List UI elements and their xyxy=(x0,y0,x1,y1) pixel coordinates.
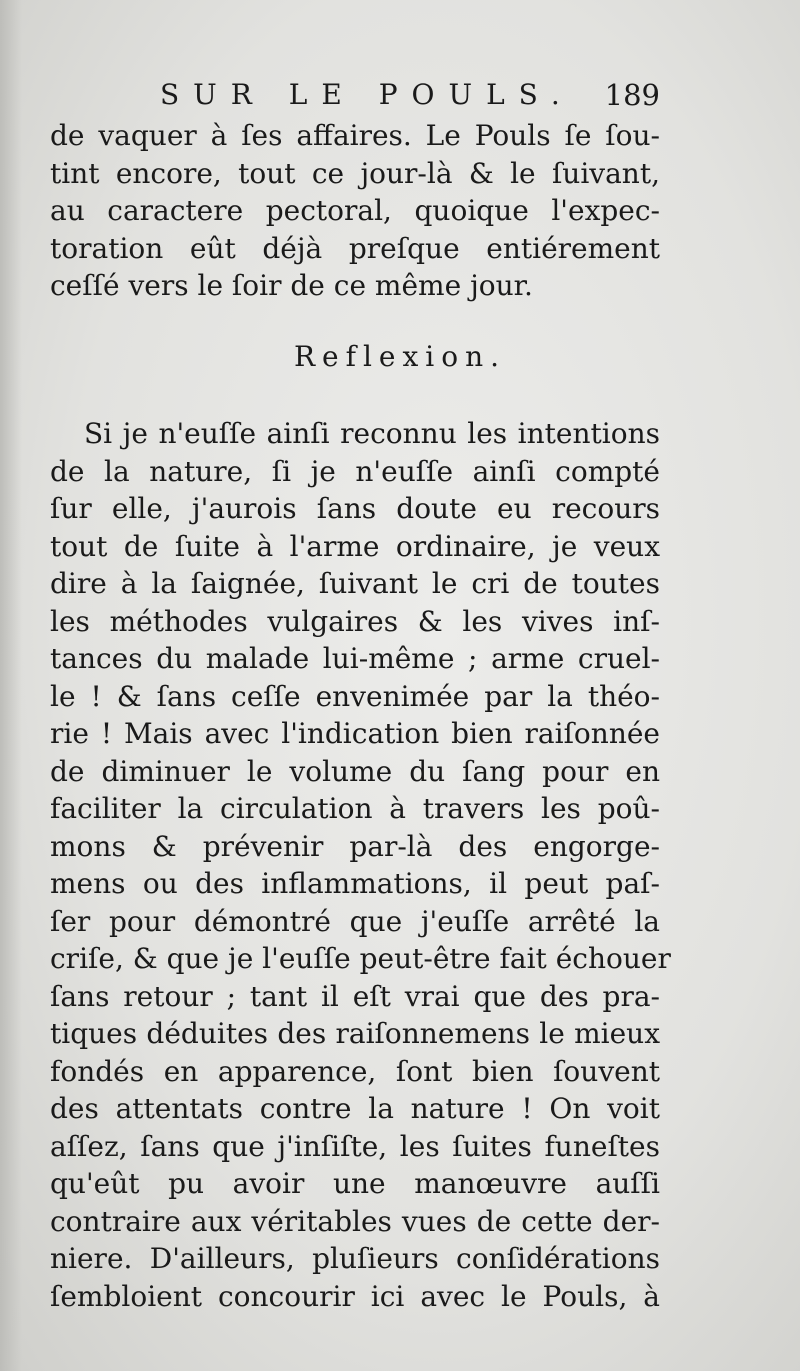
continuation-paragraph xyxy=(50,117,660,305)
text-line: ſer pour démontré que j'euſſe arrêté la xyxy=(50,904,660,938)
text-line: rie ! Mais avec l'indication bien raiſonnée xyxy=(50,717,660,750)
text-line: toration eût déjà preſque entiérement xyxy=(50,231,660,265)
text-line: aſſez, ſans que j'inſiſte, les ſuites funeſtes xyxy=(50,1129,660,1163)
text-line: des attentats contre la nature ! On voit xyxy=(50,1092,660,1125)
text-line: de diminuer le volume du ſang pour en xyxy=(50,754,660,788)
text-line: dire à la ſaignée, ſuivant le cri de toutes xyxy=(50,567,660,600)
text-line: ceſſé vers le ſoir de ce même jour. xyxy=(50,269,533,302)
text-line: de la nature, ſi je n'euſſe ainſi compté xyxy=(50,454,660,488)
text-line: tint encore, tout ce jour-là & le ſuivant, xyxy=(50,156,660,190)
text-line: le ! & ſans ceſſe envenimée par la théo- xyxy=(50,679,660,713)
text-line: niere. D'ailleurs, pluſieurs conſidérations xyxy=(50,1242,660,1275)
text-line: au caractere pectoral, quoique l'expec- xyxy=(50,194,660,227)
page-number: 189 xyxy=(604,78,660,112)
page-gutter-shadow xyxy=(0,0,22,1371)
text-line: les méthodes vulgaires & les vives inſ- xyxy=(50,604,660,638)
text-line: fondés en apparence, ſont bien ſouvent xyxy=(50,1054,660,1088)
text-line: tances du malade lui-même ; arme cruel- xyxy=(50,642,660,675)
text-line: tout de ſuite à l'arme ordinaire, je veux xyxy=(50,529,660,563)
text-line: ſur elle, j'aurois ſans doute eu recours xyxy=(50,492,660,525)
section-heading: Reflexion. xyxy=(293,340,507,373)
text-line: mens ou des inflammations, il peut paſ- xyxy=(50,867,660,900)
text-line: tiques déduites des raiſonnemens le mieux xyxy=(50,1017,660,1050)
text-line: qu'eût pu avoir une manœuvre auſſi xyxy=(50,1167,660,1200)
text-line: ſembloient concourir ici avec le Pouls, à xyxy=(50,1279,660,1313)
text-line: Si je n'euſſe ainſi reconnu les intentions xyxy=(84,417,660,450)
text-line: faciliter la circulation à travers les poû- xyxy=(50,792,660,825)
running-title: SUR LE POULS. xyxy=(160,78,574,111)
text-line: de vaquer à ſes affaires. Le Pouls ſe ſou- xyxy=(50,119,660,152)
reflexion-paragraph xyxy=(50,415,671,1315)
text-line: criſe, & que je l'euſſe peut-être fait échouer xyxy=(50,942,671,975)
page-header xyxy=(160,78,660,118)
text-line: ſans retour ; tant il eſt vrai que des pra- xyxy=(50,979,660,1013)
text-line: mons & prévenir par-là des engorge- xyxy=(50,829,660,863)
text-line: contraire aux véritables vues de cette der- xyxy=(50,1204,660,1238)
